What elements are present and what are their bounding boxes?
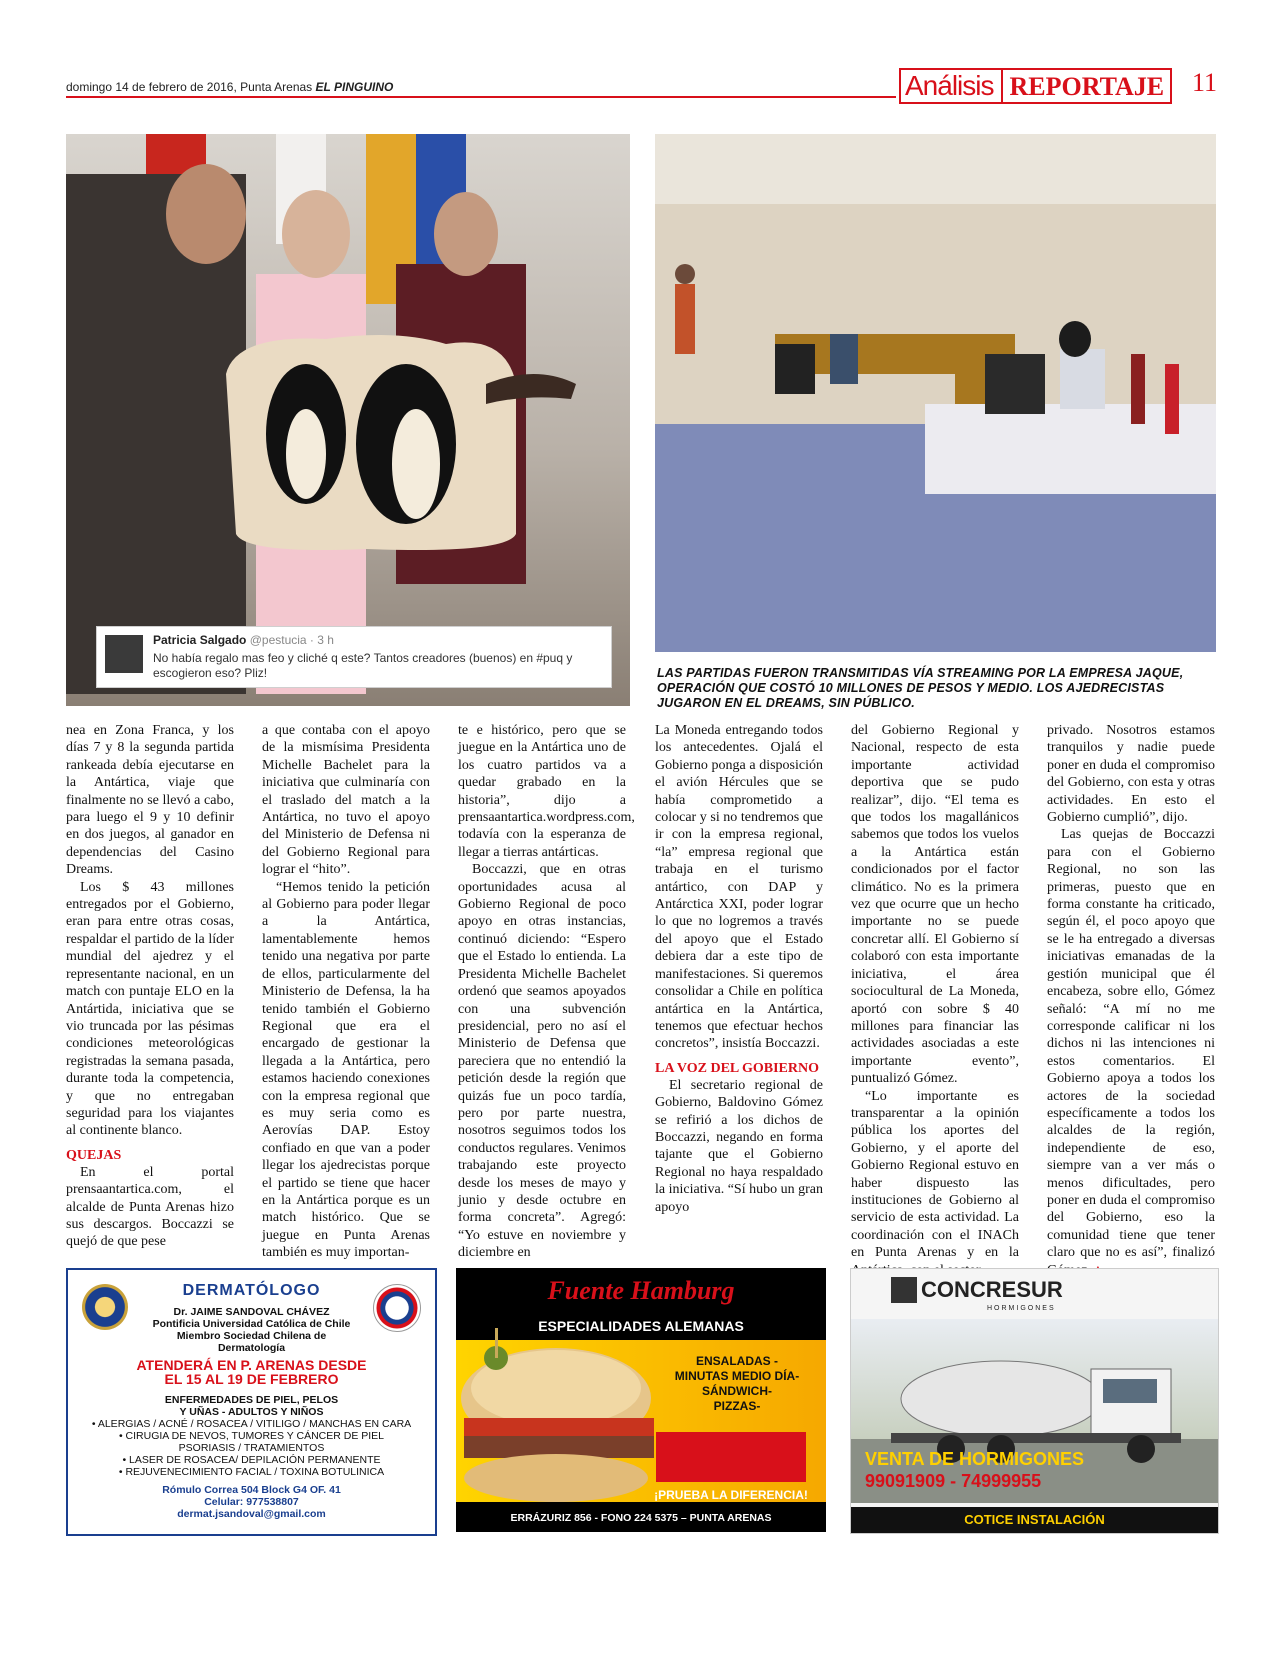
tweet-handle: @pestucia · 3 h bbox=[249, 633, 334, 647]
tweet-name: Patricia Salgado bbox=[153, 633, 247, 647]
section-label bbox=[899, 68, 1172, 104]
tweet-overlay bbox=[96, 626, 612, 688]
store-map-icon bbox=[656, 1432, 806, 1482]
service-item: PSORIASIS / TRATAMIENTOS bbox=[178, 1442, 325, 1454]
page-header bbox=[66, 68, 1216, 102]
paragraph: te e histórico, pero que se juegue en la Antártica uno de los cuatro partidos va a quedar grabado en la historia”, dijo a prensaantartica.wordpress.com, todavía con la esperanza de llegar a tierras antárticas. bbox=[458, 723, 635, 860]
paragraph: El secretario regional de Gobierno, Baldovino Gómez se refirió a los dichos de Boccazzi, negando en forma tajante que el Gobierno Regional no haya respaldado la iniciativa. “Sí hubo un gran apoyo bbox=[655, 1077, 823, 1215]
service-item: • LASER DE ROSACEA/ DEPILACIÓN PERMANENTE bbox=[122, 1454, 381, 1466]
ad-fuente-hamburg[interactable] bbox=[456, 1268, 826, 1532]
paragraph: “Hemos tenido la petición al Gobierno para poder llegar a la Antártica, lamentablemente hemos tenido una negativa por parte de ellos, particularmente del Ministerio de Defensa, la ha tenido también el Gobierno Regional que era el encargado de gestionar la llegada a la Antártica, pero estamos haciendo conexiones con la empresa regional que es muy seria como es Aerovías DAP. Estoy confiado en que van a poder llegar los ajedrecistas porque el partido se tiene que hacer en la Antártica porque es un match histórico. Que se juegue en Punta Arenas también es muy importan- bbox=[262, 879, 430, 1261]
diseases-line-2: Y UÑAS - ADULTOS Y NIÑOS bbox=[179, 1406, 324, 1418]
article-column-6 bbox=[1047, 722, 1215, 1279]
article-column-3 bbox=[458, 722, 635, 1262]
service-item: • CIRUGIA DE NEVOS, TUMORES Y CÁNCER DE PIEL bbox=[118, 1430, 385, 1442]
paragraph: privado. Nosotros estamos tranquilos y nadie puede poner en duda el compromiso del Gobierno, con esta y otras actividades. En esto el Gobierno cumplió”, dijo. bbox=[1047, 723, 1215, 826]
section-analisis: Análisis bbox=[905, 70, 994, 101]
paragraph: “Lo importante es transparentar a la opinión pública los aportes del Gobierno, y el aporte del Gobierno Regional estuvo en haber dispuesto las instituciones de Gobierno al servicio de esta actividad. La coordinación con el INACh en Punta Arenas y en la bbox=[851, 1088, 1019, 1261]
doctor-name: Dr. JAIME SANDOVAL CHÁVEZ bbox=[173, 1306, 330, 1318]
ad-menu bbox=[652, 1354, 822, 1414]
paragraph: Boccazzi, que en otras oportunidades acusa al Gobierno Regional de poco apoyo en otras instancias, continuó diciendo: “Espero que el Estado lo entienda. La Presidenta Michelle Bachelet ordenó que seamos apoyados con una subvención presidencial, pero no así el Ministerio de Defensa que pareciera que no entendió la petición desde la región que quizás fue un poco tardía, pero por parte nuestra, nosotros seguimos todos los conductos regulares. Venimos trabajando este proyecto desde los meses de mayo y junio y desde octubre en forma concreta”. Agregó: “Yo estuve en noviembre y diciembre en bbox=[458, 862, 626, 1261]
paragraph: del Gobierno Regional y Nacional, respecto de esta importante actividad deportiva que se pudo realizar”, dijo. “El tema es que todos los magallánicos sabemos que todos los vuelos a la Antártica están condicionados por el factor climático. No es la primera vez que ocurre que un hecho importante no se puede concretar allí. El Gobierno sí colaboró con esta importante iniciativa, el área sociocultural de La Moneda, aportó con sobre $ 40 millones para financiar las actividades asociadas a este importante evento”, puntualizó Gómez. bbox=[851, 723, 1019, 1087]
diseases-line-1: ENFERMEDADES DE PIEL, PELOS bbox=[164, 1394, 339, 1406]
service-item: • ALERGIAS / ACNÉ / ROSACEA / VITILIGO / MANCHAS EN CARA bbox=[91, 1418, 412, 1430]
ad-logo: CONCRESUR bbox=[921, 1277, 1063, 1302]
concresur-logo-icon bbox=[891, 1277, 917, 1303]
sandwich-illustration bbox=[456, 1328, 656, 1508]
date-text: domingo 14 de febrero de 2016, Punta Arenas bbox=[66, 80, 313, 94]
photo-gift-illustration bbox=[66, 134, 630, 706]
page-number: 11 bbox=[1192, 68, 1218, 97]
photo-chess-room bbox=[655, 134, 1216, 652]
paper-name: EL PINGUINO bbox=[315, 80, 394, 94]
attend-line-2: EL 15 AL 19 DE FEBRERO bbox=[164, 1371, 339, 1387]
menu-item: SÁNDWICH- bbox=[702, 1384, 772, 1398]
ad-slogan: ¡PRUEBA LA DIFERENCIA! bbox=[654, 1488, 808, 1502]
header-rule bbox=[66, 96, 896, 98]
ad-dermatologo[interactable] bbox=[66, 1268, 437, 1536]
subheading-voz-del-gobierno: LA VOZ DEL GOBIERNO bbox=[655, 1060, 820, 1076]
menu-item: PIZZAS- bbox=[713, 1399, 761, 1413]
phone: Celular: 977538807 bbox=[204, 1496, 299, 1508]
ad-phones: 99091909 - 74999955 bbox=[865, 1471, 1042, 1491]
article-column-5 bbox=[851, 722, 1019, 1279]
menu-item: ENSALADAS - bbox=[695, 1354, 778, 1368]
paragraph: Las quejas de Boccazzi para con el Gobierno Regional, no son las primeras, puesto que en forma constante ha criticado, según él, el poco apoyo que se le ha entregado a diversas iniciativas emanadas de la gestión municipal que él encabeza, sobre ello, Gómez señaló: “A mí no me corresponde calificar ni los dichos ni las intenciones ni estos comentarios. El Gobierno apoya a todos los actores de la sociedad específicamente a todos los alcaldes de la región, independiente de eso, siempre van a ver más o menos dificultades, pero poner en duda el compromiso del Gobierno, eso la comunidad tiene que tener claro que no es así”, finalizó bbox=[1047, 827, 1215, 1261]
article-column-2 bbox=[262, 722, 430, 1262]
ad-concresur[interactable] bbox=[850, 1268, 1219, 1534]
ad-logo-sub: HORMIGONES bbox=[987, 1305, 1056, 1312]
article-column-1 bbox=[66, 722, 234, 1251]
address: Rómulo Correa 504 Block G4 OF. 41 bbox=[162, 1484, 341, 1496]
ad-title: DERMATÓLOGO bbox=[182, 1282, 321, 1299]
ad-brand: Fuente Hamburg bbox=[547, 1276, 735, 1305]
photo-caption: LAS PARTIDAS FUERON TRANSMITIDAS VÍA STREAMING POR LA EMPRESA JAQUE, OPERACIÓN QUE COSTÓ 10 MILLONES DE PESOS Y MEDIO. LOS AJEDRECISTAS JUGARON EN EL DREAMS, SIN PÚBLICO. bbox=[657, 666, 1184, 710]
date-line bbox=[66, 80, 393, 94]
service-item: • REJUVENECIMIENTO FACIAL / TOXINA BOTULINICA bbox=[118, 1466, 385, 1478]
photo-gift-presentation bbox=[66, 134, 630, 706]
paragraph: Los $ 43 millones entregados por el Gobierno, eran para entre otras cosas, respaldar el partido de la líder mundial del ajedrez y el representante nacional, en un match con puntaje ELO en la Antártida, iniciativa que se vio truncada por las pésimas condiciones meteorológicas registradas la semana pasada, durante toda la competencia, y que no entregaban seguridad para los viajantes al continente blanco. bbox=[66, 879, 234, 1139]
paragraph: a que contaba con el apoyo de la mismísima Presidenta Michelle Bachelet para la iniciativa que culminaría con el traslado del match a la Antártica, no tuvo el apoyo del Ministerio de Defensa ni del Gobierno Regional para lograr el “hito”. bbox=[262, 723, 430, 878]
society-line-1: Miembro Sociedad Chilena de bbox=[176, 1330, 327, 1342]
avatar bbox=[105, 635, 143, 673]
ad-headline: VENTA DE HORMIGONES bbox=[865, 1449, 1085, 1469]
paragraph: La Moneda entregando todos los antecedentes. Ojalá el Gobierno ponga a disposición el avión Hércules que se había comprometido a colocar y si no tendremos que ir con la empresa regional, “la” empresa regional que trabaja en el turismo antártico, con DAP y Antárctica XXI, poder lograr lo que no logremos a través del apoyo que el Estado debiera dar a este tipo de manifestaciones. Si queremos consolidar a Chile en política antártica en la Antártica, tenemos que efectuar hechos concretos”, insistía Boccazzi. bbox=[655, 723, 823, 1052]
ad-address: ERRÁZURIZ 856 - FONO 224 5375 – PUNTA ARENAS bbox=[510, 1512, 772, 1524]
article-column-4 bbox=[655, 722, 823, 1216]
ad-cta: COTICE INSTALACIÓN bbox=[851, 1507, 1218, 1533]
society-line-2: Dermatología bbox=[217, 1342, 286, 1354]
tweet-text: No había regalo mas feo y cliché q este? Tantos creadores (buenos) en #puq y escogieron eso? Pliz! bbox=[153, 651, 573, 680]
email[interactable]: dermat.jsandoval@gmail.com bbox=[177, 1508, 326, 1520]
photo-chess-illustration bbox=[655, 134, 1216, 652]
ad-specialty: ESPECIALIDADES ALEMANAS bbox=[538, 1318, 744, 1334]
subheading-quejas: QUEJAS bbox=[66, 1147, 122, 1163]
section-reportaje: REPORTAJE bbox=[1009, 72, 1165, 101]
paragraph: nea en Zona Franca, y los días 7 y 8 la segunda partida rankeada debía ejecutarse en la Antártica, viaje que finalmente no se llevó a cabo, para luego el 9 y 10 definir en dos juegos, al ganador en dependencias del Casino Dreams. bbox=[66, 723, 234, 878]
attend-line-1: ATENDERÁ EN P. ARENAS DESDE bbox=[136, 1357, 367, 1373]
university: Pontificia Universidad Católica de Chile bbox=[152, 1318, 351, 1330]
paragraph: En el portal prensaantartica.com, el alcalde de Punta Arenas hizo sus descargos. Boccazzi se quejó de que pese bbox=[66, 1164, 234, 1250]
menu-item: MINUTAS MEDIO DÍA- bbox=[674, 1369, 800, 1383]
tweet-author bbox=[153, 633, 334, 647]
